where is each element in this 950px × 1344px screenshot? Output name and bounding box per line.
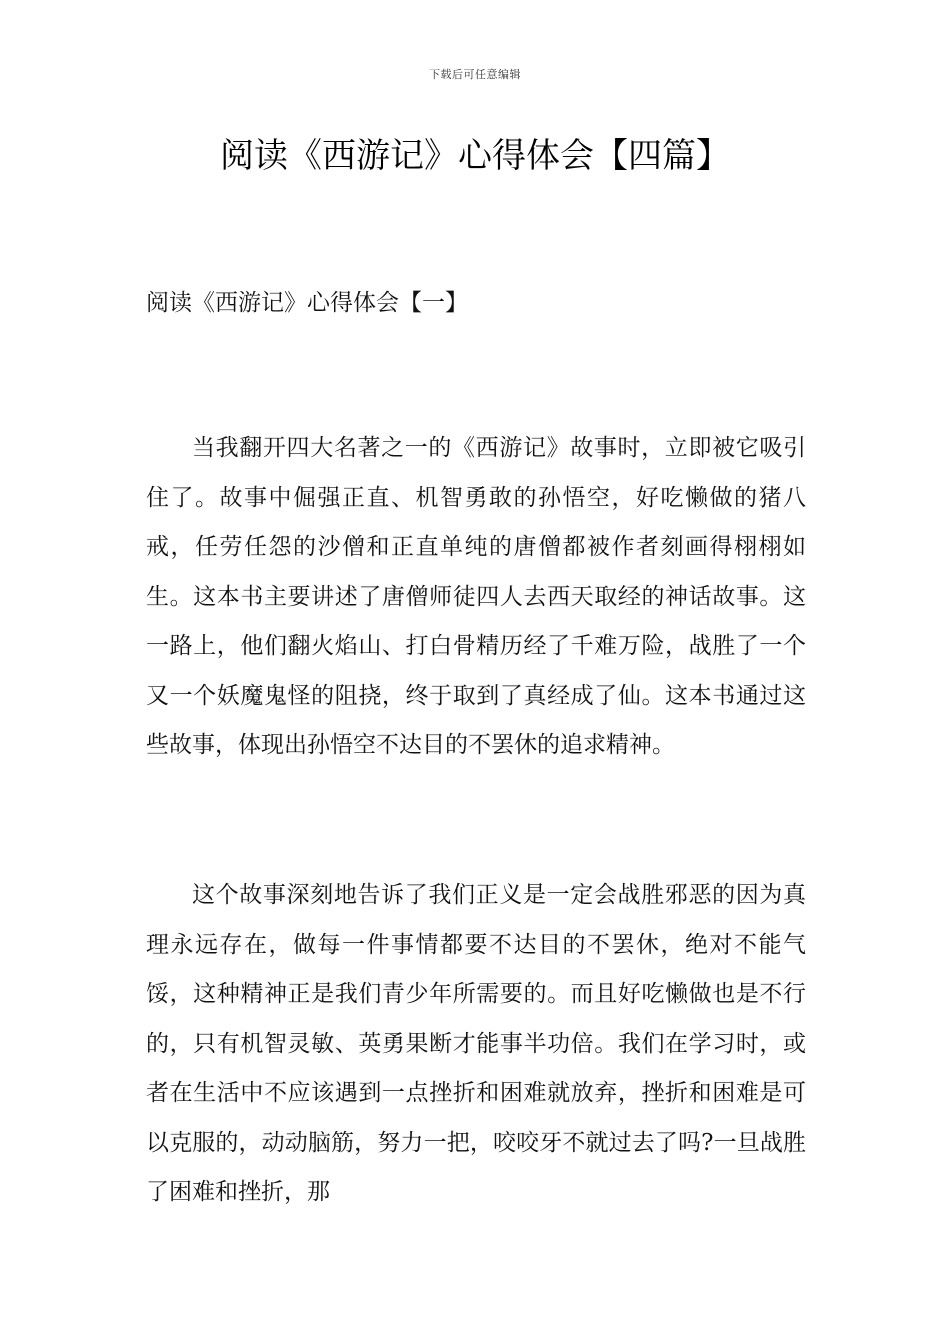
- paragraph-2: 这个故事深刻地告诉了我们正义是一定会战胜邪恶的因为真理永远存在，做每一件事情都要不达目的不罢休，绝对不能气馁，这种精神正是我们青少年所需要的。而且好吃懒做也是不行的，只有机智灵敏、英勇果断才能事半功倍。我们在学习时，或者在生活中不应该遇到一点挫折和困难就放弃，挫折和困难是可以克服的，动动脑筋，努力一把，咬咬牙不就过去了吗?一旦战胜了困难和挫折，那: [146, 882, 806, 1205]
- section-title: 阅读《西游记》心得体会【一】: [146, 290, 468, 316]
- document-title: 阅读《西游记》心得体会【四篇】: [220, 136, 730, 176]
- header-note: 下载后可任意编辑: [429, 68, 521, 81]
- paragraph-1: 当我翻开四大名著之一的《西游记》故事时，立即被它吸引住了。故事中倔强正直、机智勇敢的孙悟空，好吃懒做的猪八戒，任劳任怨的沙僧和正直单纯的唐僧都被作者刻画得栩栩如生。这本书主要讲述了唐僧师徒四人去西天取经的神话故事。这一路上，他们翻火焰山、打白骨精历经了千难万险，战胜了一个又一个妖魔鬼怪的阻挠，终于取到了真经成了仙。这本书通过这些故事，体现出孙悟空不达目的不罢休的追求精神。: [146, 435, 806, 758]
